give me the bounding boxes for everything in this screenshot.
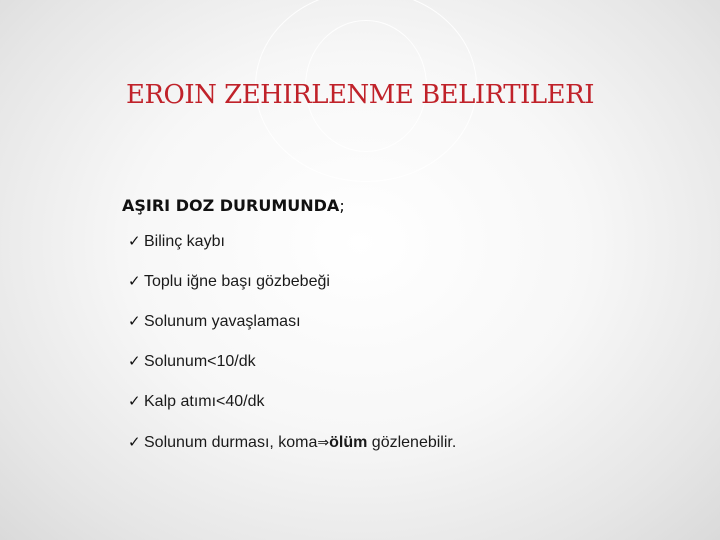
check-icon: ✓ <box>128 233 141 250</box>
list-item <box>122 382 682 422</box>
list-item <box>122 262 682 302</box>
implies-arrow-icon: ⇒ <box>317 434 330 450</box>
slide-content <box>122 190 682 462</box>
check-icon: ✓ <box>128 393 141 410</box>
section-heading-text: AŞIRI DOZ DURUMUNDA <box>122 196 340 215</box>
list-item-text: Solunum yavaşlaması <box>144 313 301 330</box>
list-item-text: Solunum<10/dk <box>144 353 256 370</box>
list-item-bold-text: ölüm <box>329 434 368 451</box>
list-item-text: Bilinç kaybı <box>144 233 225 250</box>
list-item-text: Kalp atımı<40/dk <box>144 393 265 410</box>
list-item-text-before: Solunum durması, koma <box>144 434 318 451</box>
list-item-last <box>122 422 682 462</box>
check-icon: ✓ <box>128 273 141 290</box>
symptom-list <box>122 222 682 462</box>
slide-title: EROIN ZEHIRLENME BELIRTILERI <box>125 80 595 110</box>
section-heading-suffix: ; <box>339 196 345 215</box>
list-item <box>122 302 682 342</box>
check-icon: ✓ <box>128 434 141 451</box>
check-icon: ✓ <box>128 353 141 370</box>
list-item <box>122 342 682 382</box>
list-item-text-after: gözlenebilir. <box>367 434 457 451</box>
section-heading <box>122 190 682 222</box>
list-item-text: Toplu iğne başı gözbebeği <box>144 273 330 290</box>
check-icon: ✓ <box>128 313 141 330</box>
list-item <box>122 222 682 262</box>
